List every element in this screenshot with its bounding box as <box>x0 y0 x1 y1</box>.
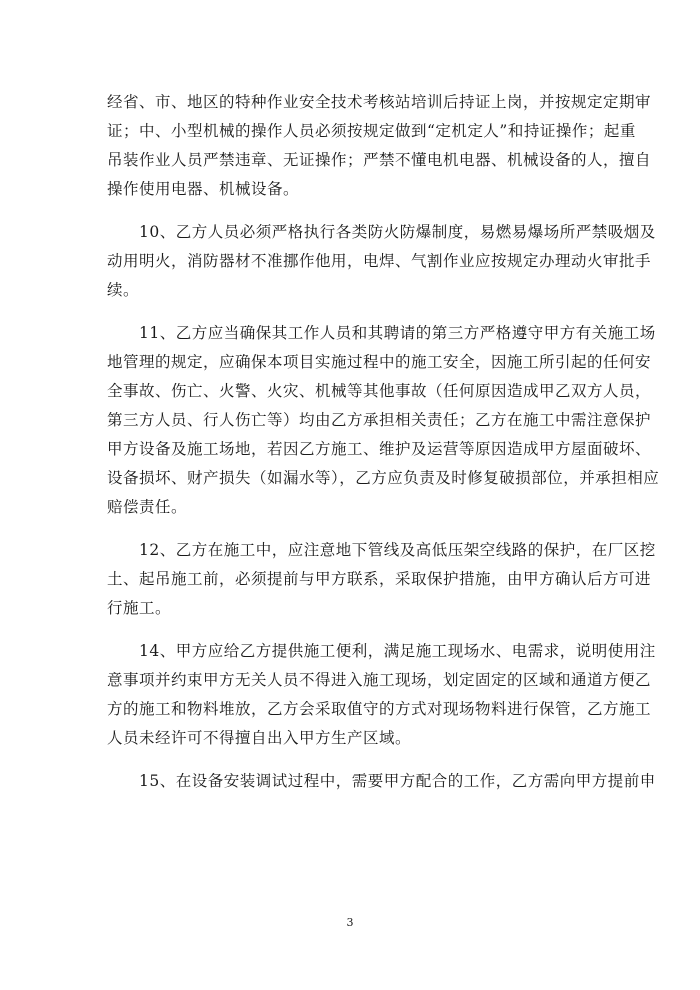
text-line: 设备损坏、财产损失（如漏水等），乙方应负责及时修复破损部位，并承担相应 <box>107 469 660 487</box>
paragraph-12 <box>107 536 656 623</box>
text-line: 第三方人员、行人伤亡等）均由乙方承担相关责任；乙方在施工中需注意保护 <box>107 411 652 429</box>
text-line: 行施工。 <box>107 599 172 617</box>
text-line: 15、在设备安装调试过程中，需要甲方配合的工作，乙方需向甲方提前申 <box>107 772 656 790</box>
text-line: 赔偿责任。 <box>107 498 188 516</box>
paragraph-10 <box>107 218 656 305</box>
text-line: 证；中、小型机械的操作人员必须按规定做到“定机定人”和持证操作；起重 <box>107 122 636 140</box>
paragraph-9-continued <box>107 88 652 204</box>
paragraph-15 <box>107 767 656 796</box>
text-line: 全事故、伤亡、火警、火灾、机械等其他事故（任何原因造成甲乙双方人员， <box>107 382 652 400</box>
text-line: 土、起吊施工前，必须提前与甲方联系，采取保护措施，由甲方确认后方可进 <box>107 570 652 588</box>
text-line: 甲方设备及施工场地，若因乙方施工、维护及运营等原因造成甲方屋面破坏、 <box>107 440 652 458</box>
text-line: 动用明火，消防器材不准挪作他用，电焊、气割作业应按规定办理动火审批手 <box>107 252 652 270</box>
text-line: 14、甲方应给乙方提供施工便利，满足施工现场水、电需求，说明使用注 <box>107 642 656 660</box>
text-line: 地管理的规定，应确保本项目实施过程中的施工安全，因施工所引起的任何安 <box>107 353 652 371</box>
text-line: 操作使用电器、机械设备。 <box>107 180 300 198</box>
text-line: 续。 <box>107 281 140 299</box>
text-line: 经省、市、地区的特种作业安全技术考核站培训后持证上岗，并按规定定期审 <box>107 93 652 111</box>
text-line: 意事项并约束甲方无关人员不得进入施工现场，划定固定的区域和通道方便乙 <box>107 671 652 689</box>
paragraph-14 <box>107 637 656 753</box>
text-line: 11、乙方应当确保其工作人员和其聘请的第三方严格遵守甲方有关施工场 <box>107 324 656 342</box>
page-number: 3 <box>346 916 354 929</box>
text-line: 方的施工和物料堆放，乙方会采取值守的方式对现场物料进行保管，乙方施工 <box>107 700 652 718</box>
body-text <box>107 88 660 796</box>
text-line: 12、乙方在施工中，应注意地下管线及高低压架空线路的保护，在厂区挖 <box>107 541 656 559</box>
paragraph-11 <box>107 319 660 522</box>
text-line: 人员未经许可不得擅自出入甲方生产区域。 <box>107 729 412 747</box>
text-line: 吊装作业人员严禁违章、无证操作；严禁不懂电机电器、机械设备的人，擅自 <box>107 151 652 169</box>
text-line: 10、乙方人员必须严格执行各类防火防爆制度，易燃易爆场所严禁吸烟及 <box>107 223 656 241</box>
